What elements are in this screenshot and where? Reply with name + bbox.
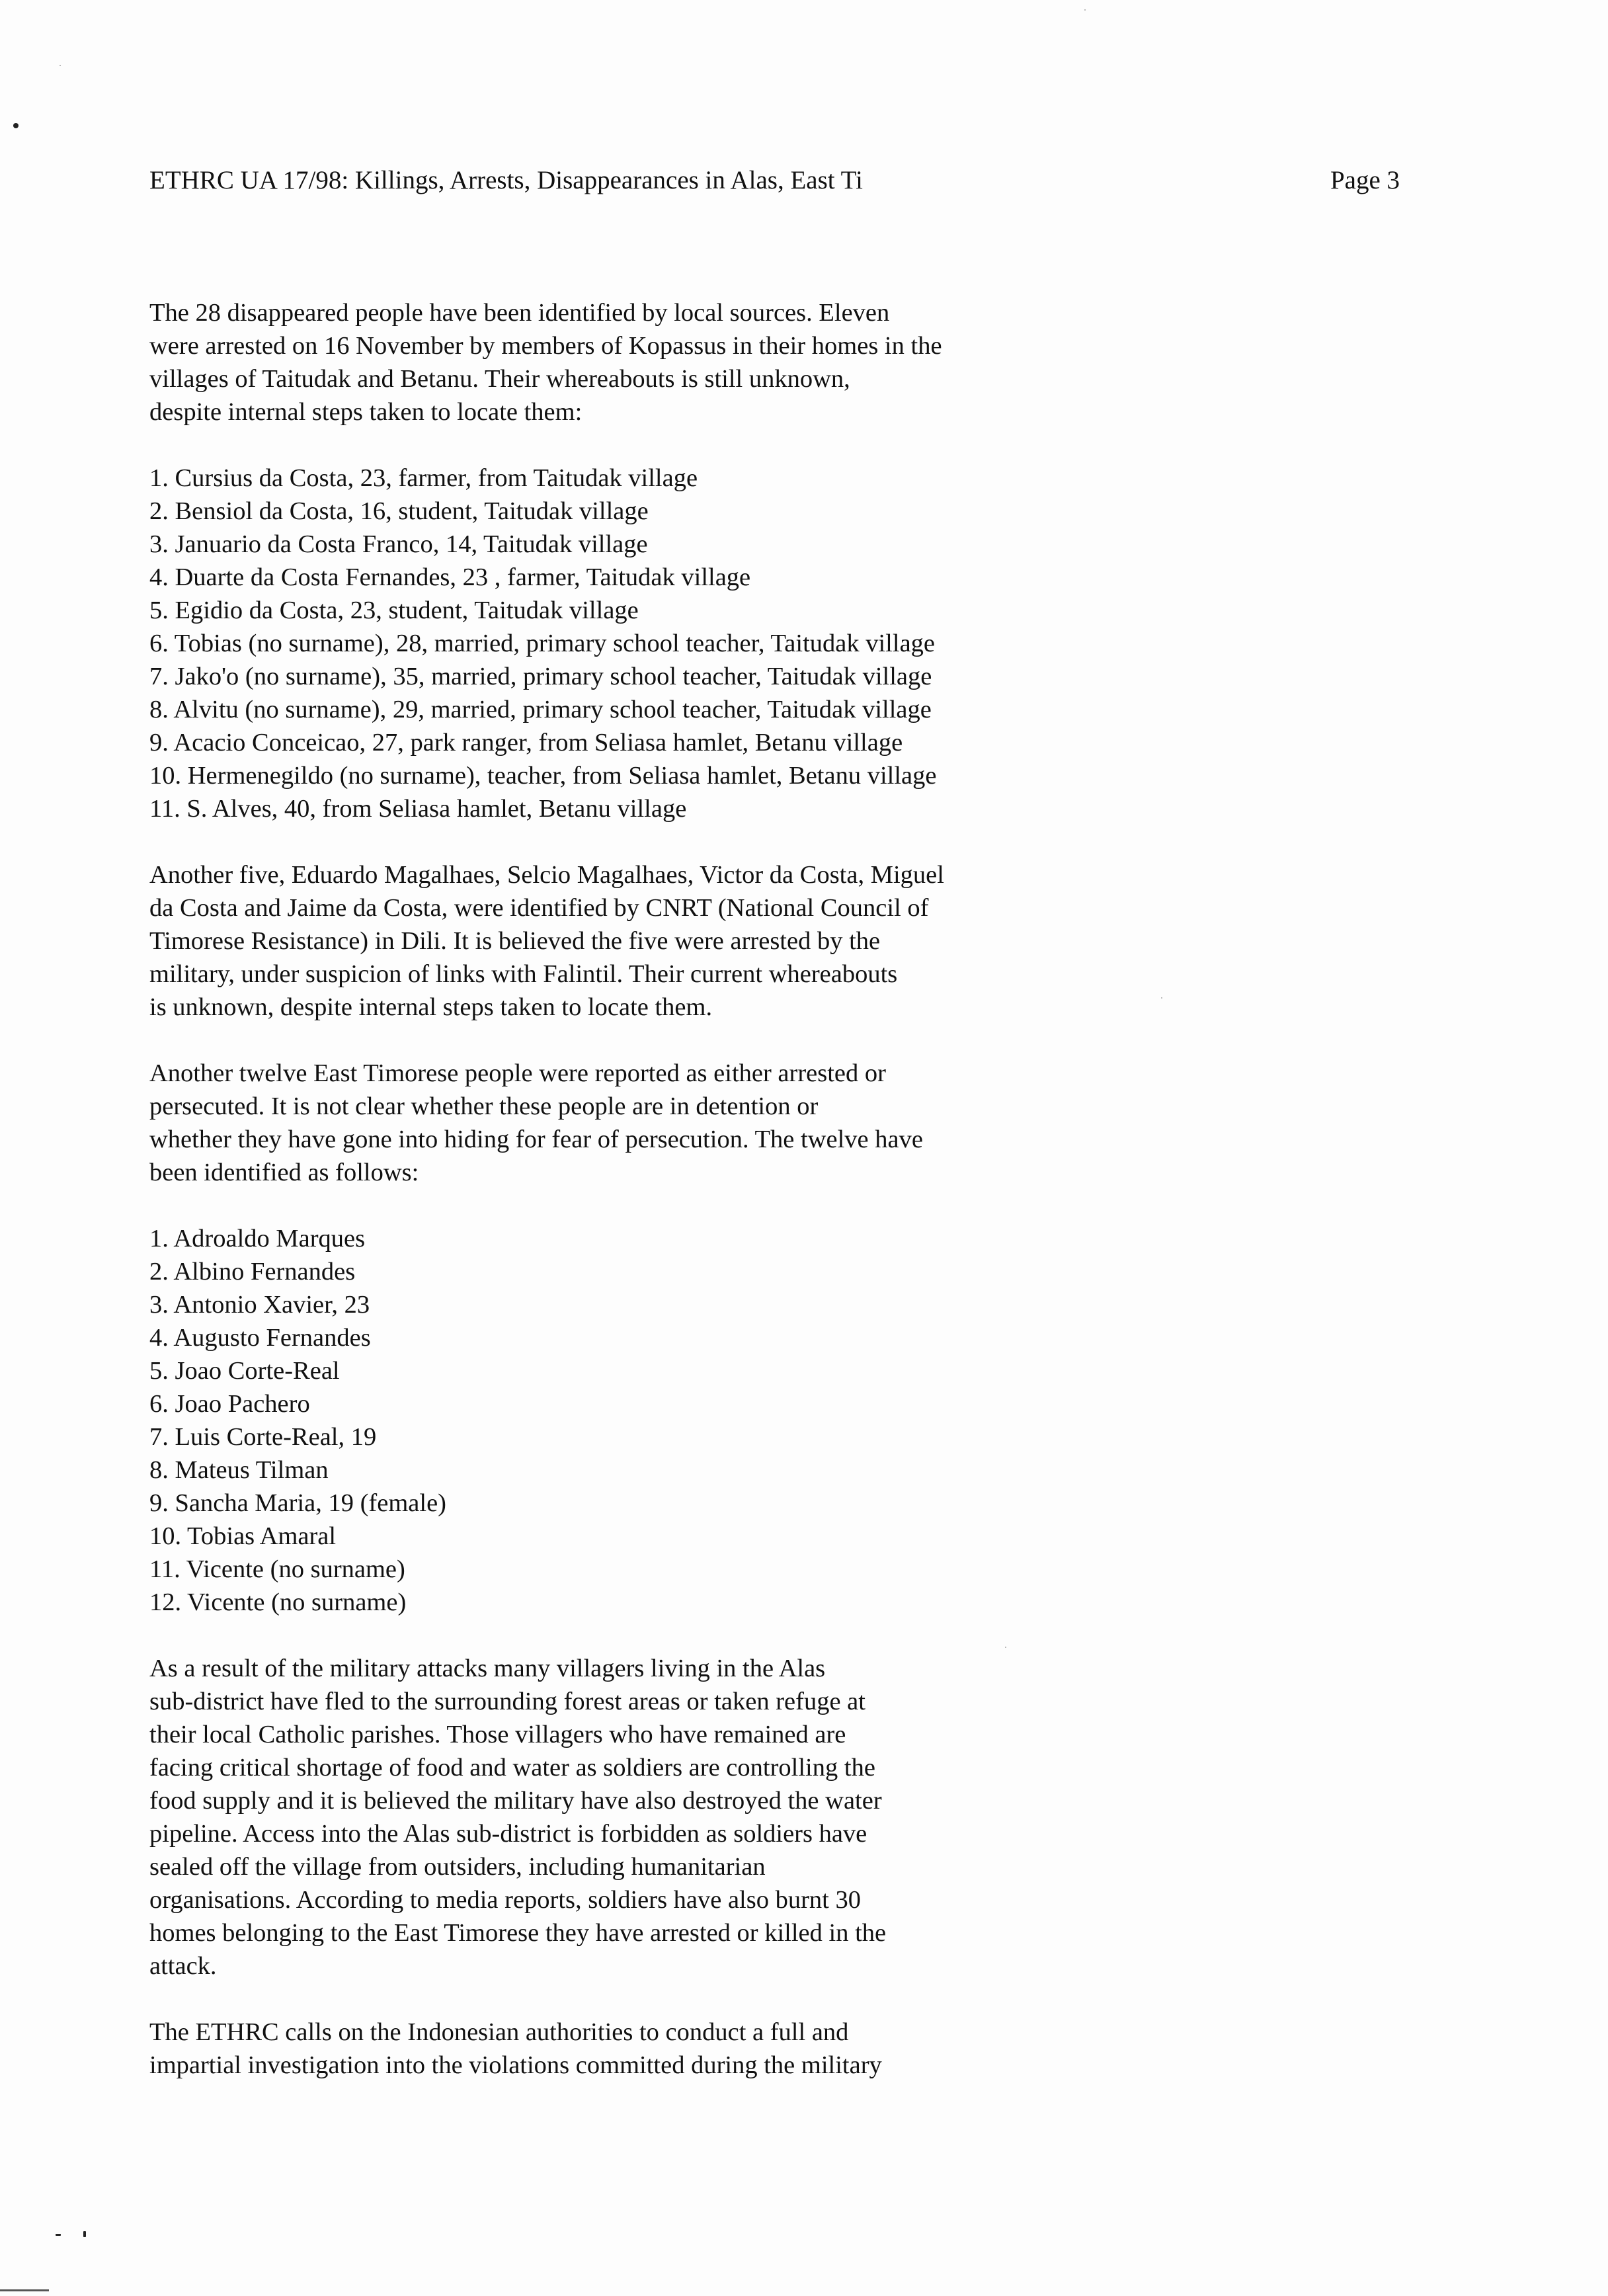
list-item: 6. Tobias (no surname), 28, married, primary school teacher, Taitudak village [149, 630, 935, 657]
paragraph-ethrc-calls [149, 2016, 1049, 2082]
text-line: their local Catholic parishes. Those villagers who have remained are [149, 1721, 846, 1748]
list-item: 2. Bensiol da Costa, 16, student, Taitudak village [149, 497, 649, 525]
text-line: facing critical shortage of food and water as soldiers are controlling the [149, 1754, 875, 1782]
text-line: Timorese Resistance) in Dili. It is believed the five were arrested by the [149, 927, 881, 955]
scan-speck [83, 2231, 86, 2237]
list-item: 3. Antonio Xavier, 23 [149, 1291, 370, 1319]
scan-edge-mark [0, 2289, 49, 2291]
scan-speck [13, 123, 19, 128]
text-line: been identified as follows: [149, 1159, 419, 1186]
paragraph-military-attacks [149, 1652, 1049, 1983]
list-item: 6. Joao Pachero [149, 1390, 310, 1418]
page-header [149, 164, 1400, 197]
text-line: The 28 disappeared people have been identified by local sources. Eleven [149, 299, 890, 327]
page-number: Page 3 [1330, 166, 1400, 194]
scan-speck [1084, 9, 1086, 11]
list-item: 9. Sancha Maria, 19 (female) [149, 1489, 446, 1517]
list-item: 9. Acacio Conceicao, 27, park ranger, from Seliasa hamlet, Betanu village [149, 729, 903, 757]
paragraph-disappeared-intro [149, 296, 1049, 429]
list-item: 5. Egidio da Costa, 23, student, Taitudak village [149, 596, 639, 624]
text-line: Another twelve East Timorese people were reported as either arrested or [149, 1059, 886, 1087]
list-item: 1. Adroaldo Marques [149, 1225, 366, 1252]
scan-speck [56, 2234, 61, 2236]
list-item: 11. S. Alves, 40, from Seliasa hamlet, Betanu village [149, 795, 687, 823]
text-line: military, under suspicion of links with Falintil. Their current whereabouts [149, 960, 898, 988]
text-line: food supply and it is believed the military have also destroyed the water [149, 1787, 882, 1815]
text-line: whether they have gone into hiding for fear of persecution. The twelve have [149, 1126, 923, 1153]
list-arrested-eleven [149, 462, 1049, 825]
text-line: As a result of the military attacks many villagers living in the Alas [149, 1655, 826, 1682]
list-item: 11. Vicente (no surname) [149, 1555, 405, 1583]
text-line: pipeline. Access into the Alas sub-district is forbidden as soldiers have [149, 1820, 867, 1848]
list-item: 1. Cursius da Costa, 23, farmer, from Taitudak village [149, 464, 698, 492]
scan-speck [1161, 997, 1162, 999]
text-line: The ETHRC calls on the Indonesian authorities to conduct a full and [149, 2018, 849, 2046]
list-item: 8. Mateus Tilman [149, 1456, 329, 1484]
document-body [149, 296, 1049, 2082]
list-item: 12. Vicente (no surname) [149, 1588, 407, 1616]
text-line: persecuted. It is not clear whether these people are in detention or [149, 1092, 819, 1120]
text-line: were arrested on 16 November by members of Kopassus in their homes in the [149, 332, 942, 360]
text-line: organisations. According to media reports, soldiers have also burnt 30 [149, 1886, 862, 1914]
list-item: 4. Augusto Fernandes [149, 1324, 371, 1352]
paragraph-another-twelve [149, 1057, 1049, 1189]
paragraph-another-five [149, 858, 1049, 1024]
text-line: is unknown, despite internal steps taken to locate them. [149, 993, 713, 1021]
text-line: sealed off the village from outsiders, including humanitarian [149, 1853, 766, 1881]
text-line: sub-district have fled to the surrounding forest areas or taken refuge at [149, 1688, 865, 1715]
list-item: 10. Tobias Amaral [149, 1522, 337, 1550]
text-line: da Costa and Jaime da Costa, were identified by CNRT (National Council of [149, 894, 929, 922]
list-item: 7. Luis Corte-Real, 19 [149, 1423, 377, 1451]
text-line: despite internal steps taken to locate them: [149, 398, 583, 426]
list-item: 4. Duarte da Costa Fernandes, 23 , farmer, Taitudak village [149, 563, 751, 591]
list-item: 10. Hermenegildo (no surname), teacher, from Seliasa hamlet, Betanu village [149, 762, 937, 790]
list-item: 2. Albino Fernandes [149, 1258, 356, 1286]
text-line: Another five, Eduardo Magalhaes, Selcio Magalhaes, Victor da Costa, Miguel [149, 861, 944, 889]
text-line: attack. [149, 1952, 217, 1980]
list-item: 3. Januario da Costa Franco, 14, Taitudak village [149, 530, 648, 558]
text-line: villages of Taitudak and Betanu. Their whereabouts is still unknown, [149, 365, 850, 393]
list-item: 8. Alvitu (no surname), 29, married, primary school teacher, Taitudak village [149, 696, 932, 723]
list-item: 7. Jako'o (no surname), 35, married, primary school teacher, Taitudak village [149, 663, 932, 690]
header-title: ETHRC UA 17/98: Killings, Arrests, Disappearances in Alas, East Ti [149, 166, 863, 194]
list-persecuted-twelve [149, 1222, 1049, 1619]
text-line: homes belonging to the East Timorese they have arrested or killed in the [149, 1919, 887, 1947]
scan-speck [60, 65, 61, 66]
list-item: 5. Joao Corte-Real [149, 1357, 340, 1385]
text-line: impartial investigation into the violations committed during the military [149, 2051, 882, 2079]
